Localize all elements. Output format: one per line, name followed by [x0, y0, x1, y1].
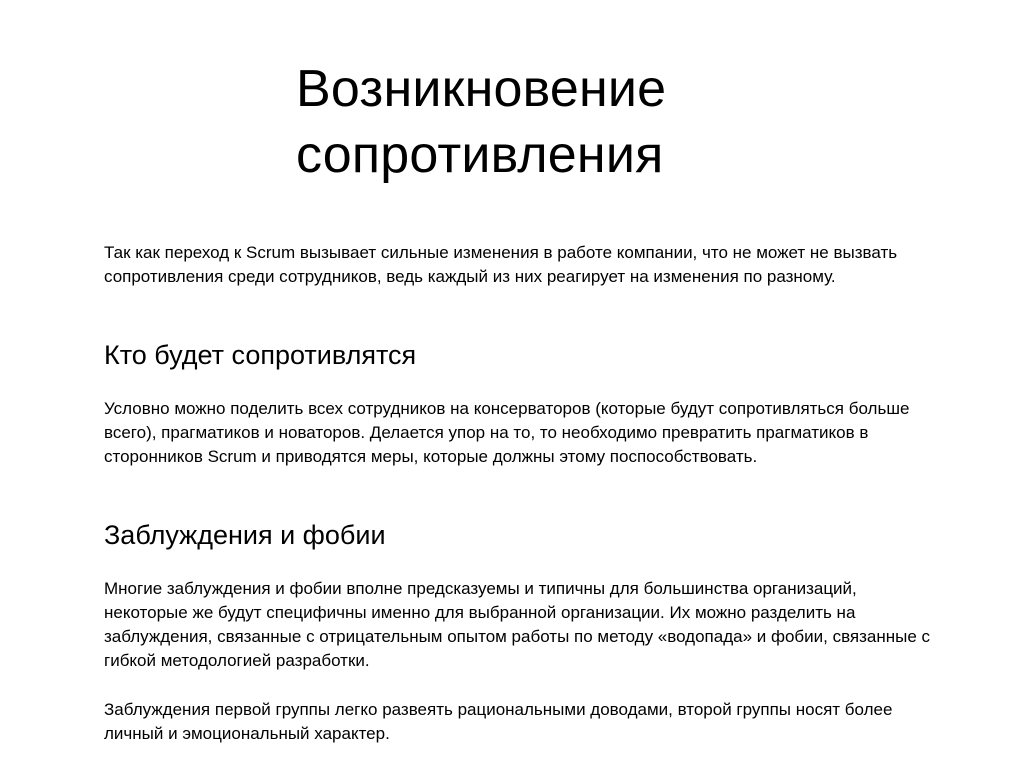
- slide-title-line-1: Возникновение: [296, 60, 667, 118]
- section-heading-who-resists: Кто будет сопротивлятся: [104, 340, 417, 370]
- slide-title-line-2: сопротивления: [296, 126, 664, 184]
- section-text-myths-phobias-2: Заблуждения первой группы легко развеять рациональными доводами, второй группы носят более личный и эмоциональный характер.: [104, 700, 893, 743]
- section-heading-myths-phobias: Заблуждения и фобии: [104, 520, 386, 550]
- intro-paragraph: Так как переход к Scrum вызывает сильные изменения в работе компании, что не может не вызвать сопротивления среди сотрудников, ведь каждый из них реагирует на изменения по разному.: [104, 243, 898, 286]
- section-text-who-resists: Условно можно поделить всех сотрудников на консерваторов (которые будут сопротивляться больше всего), прагматиков и новаторов. Делается упор на то, то необходимо превратить прагматиков в сторонников Scrum и приводятся меры, которые должны этому поспособствовать.: [104, 399, 910, 466]
- slide-title: [296, 56, 816, 188]
- section-text-myths-phobias: Многие заблуждения и фобии вполне предсказуемы и типичны для большинства организаций, некоторые же будут специфичны именно для выбранной организации. Их можно разделить на заблуждения, связанные с отрицательным опытом работы по методу «водопада» и фобии, связанные с гибкой методологией разработки.: [104, 579, 931, 670]
